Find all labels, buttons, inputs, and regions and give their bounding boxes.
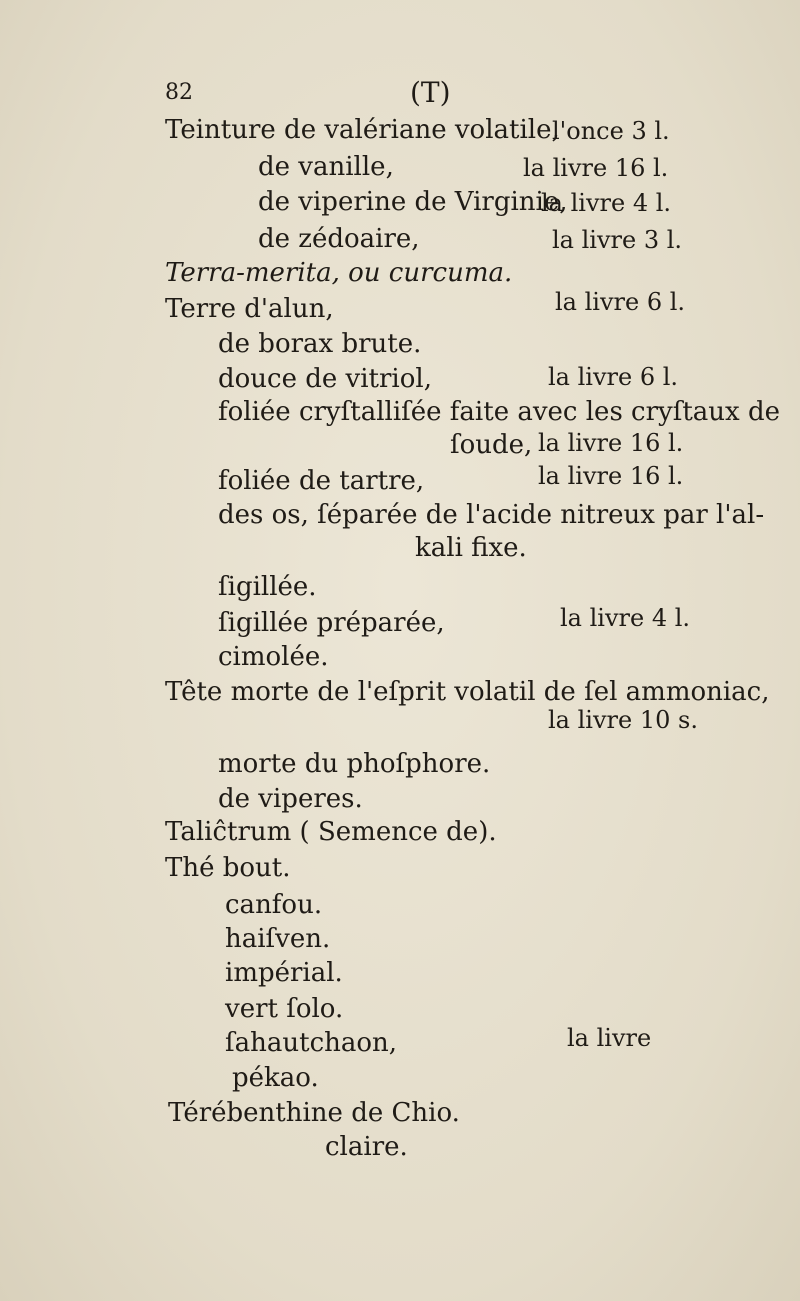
entry-text: des os, ſéparée de l'acide nitreux par l'al- bbox=[218, 500, 765, 530]
entry-text: de viperes. bbox=[218, 784, 363, 814]
entry-price: la livre bbox=[567, 1024, 652, 1052]
entry-price: la livre 10 s. bbox=[548, 706, 698, 734]
entry-text: de viperine de Virginie, bbox=[258, 187, 568, 217]
entry-text: Terre d'alun, bbox=[165, 294, 334, 324]
section-letter: (T) bbox=[410, 76, 451, 109]
entry-text: ſoude, bbox=[450, 430, 533, 460]
entry-text: Tête morte de l'eſprit volatil de ſel ammoniac, bbox=[165, 677, 770, 707]
entry-price: la livre 6 l. bbox=[548, 363, 679, 391]
entry-text: claire. bbox=[325, 1132, 408, 1162]
entry-price: la livre 3 l. bbox=[552, 226, 683, 254]
page-number: 82 bbox=[165, 80, 193, 105]
entry-text: pékao. bbox=[232, 1063, 319, 1093]
entry-text: canfou. bbox=[225, 890, 323, 920]
entry-price: la livre 6 l. bbox=[555, 288, 686, 316]
entry-text: Thé bout. bbox=[165, 853, 291, 883]
entry-text: de vanille, bbox=[258, 152, 394, 182]
entry-price: la livre 16 l. bbox=[538, 429, 684, 457]
entry-text: ſigillée préparée, bbox=[218, 608, 445, 638]
entry-text: ſahautchaon, bbox=[225, 1028, 398, 1058]
entry-text: morte du phoſphore. bbox=[218, 749, 491, 779]
entry-text: impérial. bbox=[225, 958, 343, 988]
entry-price: la livre 16 l. bbox=[523, 154, 669, 182]
entry-text: haiſven. bbox=[225, 924, 331, 954]
entry-text: Taliĉtrum ( Semence de). bbox=[165, 817, 497, 847]
entry-text: de zédoaire, bbox=[258, 224, 420, 254]
entry-text: Teinture de valériane volatile, bbox=[165, 115, 560, 145]
entry-text: Terra-merita, ou curcuma. bbox=[165, 258, 513, 288]
entry-text: cimolée. bbox=[218, 642, 329, 672]
entry-price: la livre 4 l. bbox=[541, 189, 672, 217]
entry-text: de borax brute. bbox=[218, 329, 422, 359]
entry-text: douce de vitriol, bbox=[218, 364, 432, 394]
entry-text: foliée de tartre, bbox=[218, 466, 425, 496]
entry-price: l'once 3 l. bbox=[552, 117, 670, 145]
entry-text: ſigillée. bbox=[218, 572, 317, 602]
entry-text: Térébenthine de Chio. bbox=[168, 1098, 460, 1128]
entry-price: la livre 4 l. bbox=[560, 604, 691, 632]
entry-price: la livre 16 l. bbox=[538, 462, 684, 490]
entry-text: foliée cryſtalliſée faite avec les cryſtaux de bbox=[218, 397, 781, 427]
entry-text: kali fixe. bbox=[415, 533, 527, 563]
entry-text: vert ſolo. bbox=[225, 994, 344, 1024]
